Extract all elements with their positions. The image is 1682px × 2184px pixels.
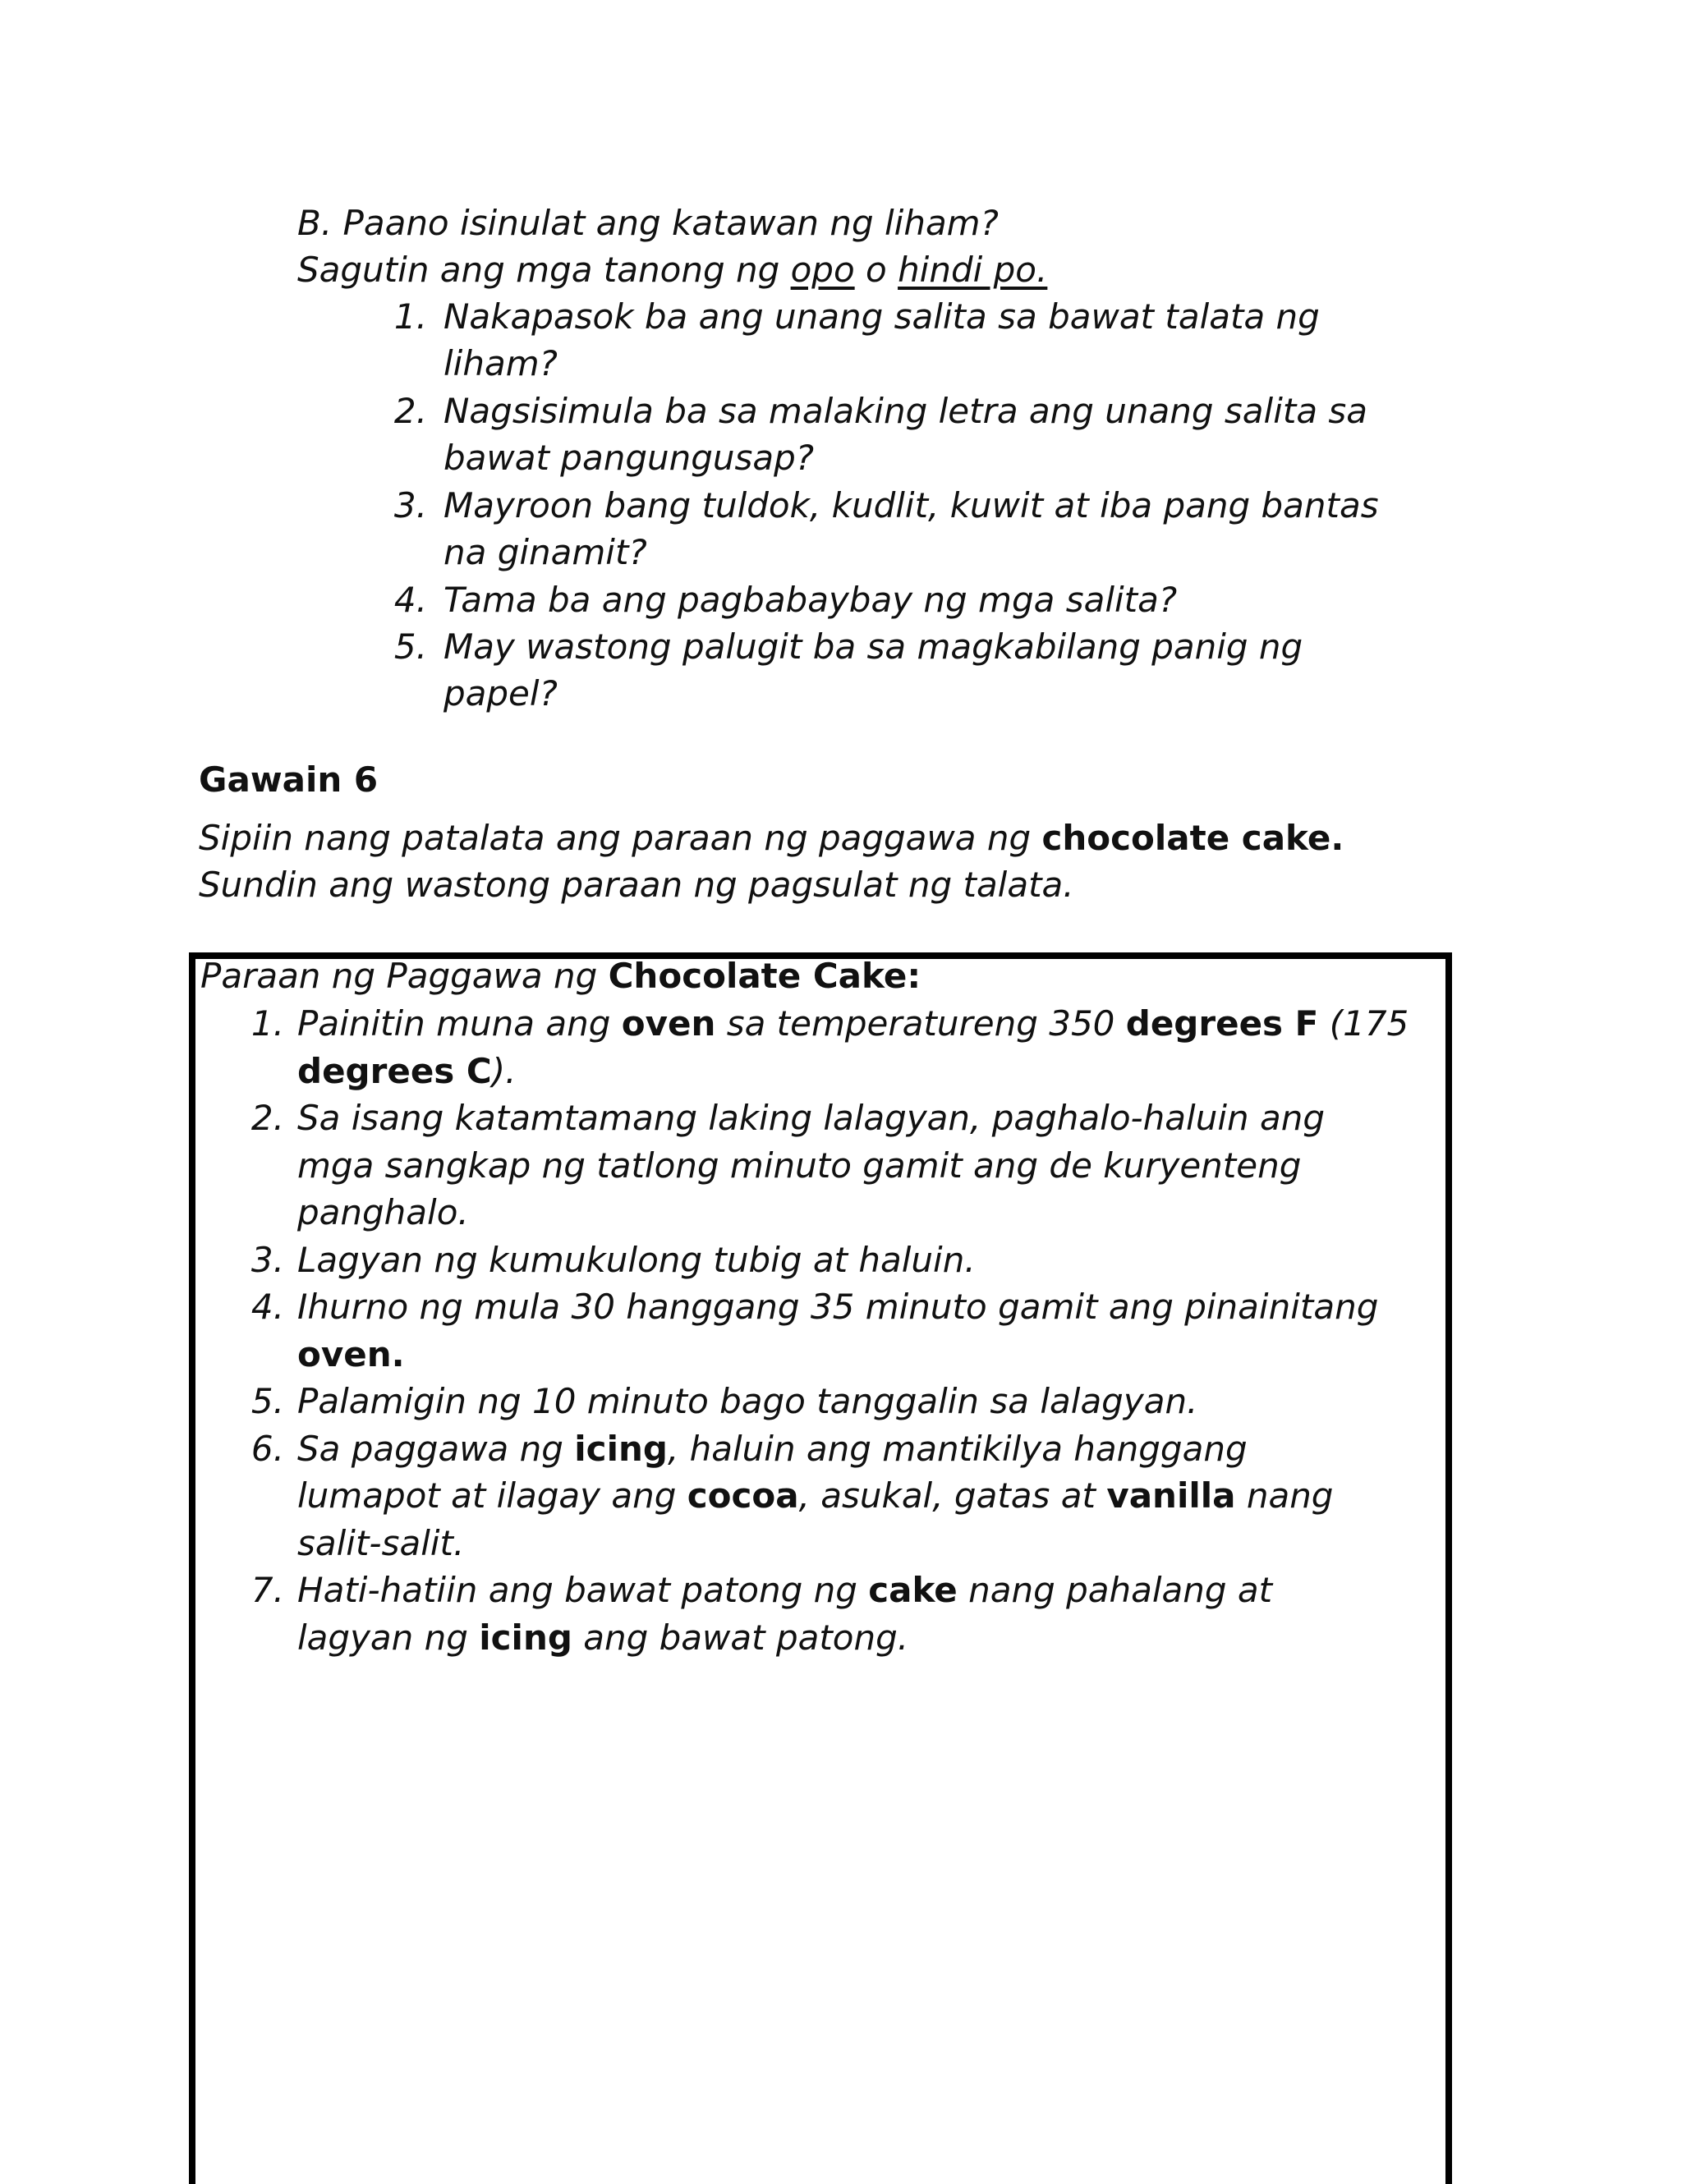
step-bold: vanilla — [1106, 1475, 1236, 1516]
step-text: lumapot at ilagay ang — [297, 1475, 687, 1516]
answer-opo: opo — [790, 250, 855, 290]
step-text: sa temperatureng 350 — [715, 1003, 1126, 1044]
step-2-line: mga sangkap ng tatlong minuto gamit ang de kuryenteng — [297, 1145, 1302, 1186]
step-text: ang bawat patong. — [572, 1617, 909, 1658]
step-1-line — [297, 1048, 517, 1095]
question-line: liham? — [443, 343, 558, 383]
question-line: bawat pangungusap? — [443, 438, 815, 478]
instruction-prefix: Sagutin ang mga tanong ng — [297, 250, 791, 290]
step-6-line — [297, 1425, 1248, 1473]
step-text: Hati-hatiin ang bawat patong ng — [297, 1570, 869, 1610]
section-b-instruction — [297, 246, 1047, 294]
step-number: 5. — [250, 1381, 284, 1421]
step-number: 1. — [250, 1003, 284, 1044]
step-number: 2. — [250, 1098, 284, 1138]
step-6-line — [297, 1472, 1333, 1520]
gawain-heading: Gawain 6 — [199, 759, 379, 800]
recipe-title-text: Paraan ng Paggawa ng — [200, 956, 609, 996]
step-bold: degrees C — [297, 1051, 492, 1091]
step-number: 4. — [250, 1287, 284, 1327]
step-text: , asukal, gatas at — [798, 1475, 1107, 1516]
gawain-instruction-1 — [199, 814, 1344, 862]
step-number: 3. — [250, 1240, 284, 1280]
step-5-line: Palamigin ng 10 minuto bago tanggalin sa lalagyan. — [297, 1381, 1198, 1421]
step-text: (175 — [1318, 1003, 1409, 1044]
step-text: nang — [1235, 1475, 1334, 1516]
question-number: 4. — [393, 580, 427, 620]
question-line: Nakapasok ba ang unang salita sa bawat talata ng — [443, 296, 1320, 337]
question-line: May wastong palugit ba sa magkabilang panig ng — [443, 626, 1303, 667]
question-number: 1. — [393, 296, 427, 337]
recipe-title — [200, 952, 921, 1000]
answer-hindi-po: hindi po. — [898, 250, 1048, 290]
step-2-line: panghalo. — [297, 1192, 469, 1232]
question-line: na ginamit? — [443, 532, 647, 572]
question-line: papel? — [443, 673, 558, 713]
question-line: Nagsisimula ba sa malaking letra ang unang salita sa — [443, 391, 1368, 431]
step-bold: cake — [868, 1570, 958, 1610]
step-text: lagyan ng — [297, 1617, 480, 1658]
step-bold: cocoa — [687, 1475, 799, 1516]
answer-separator: o — [854, 250, 898, 290]
step-4-line: Ihurno ng mula 30 hanggang 35 minuto gamit ang pinainitang — [297, 1287, 1379, 1327]
step-bold: degrees F — [1125, 1003, 1319, 1044]
step-bold: icing — [479, 1617, 572, 1658]
question-line: Tama ba ang pagbabaybay ng mga salita? — [443, 580, 1178, 620]
question-number: 2. — [393, 391, 427, 431]
step-bold: oven — [621, 1003, 716, 1044]
section-b-title: B. Paano isinulat ang katawan ng liham? — [297, 203, 999, 243]
step-3-line: Lagyan ng kumukulong tubig at haluin. — [297, 1240, 976, 1280]
instruction-bold: chocolate cake. — [1041, 818, 1344, 858]
step-text: Sa paggawa ng — [297, 1429, 575, 1469]
gawain-instruction-2: Sundin ang wastong paraan ng pagsulat ng talata. — [199, 865, 1074, 905]
step-4-line: oven. — [297, 1334, 405, 1374]
recipe-title-bold: Chocolate Cake: — [608, 956, 921, 996]
step-text: Painitin muna ang — [297, 1003, 622, 1044]
step-7-line — [297, 1614, 908, 1662]
step-text: nang pahalang at — [957, 1570, 1273, 1610]
question-line: Mayroon bang tuldok, kudlit, kuwit at iba pang bantas — [443, 485, 1379, 525]
step-6-line: salit-salit. — [297, 1523, 465, 1563]
step-text: ). — [491, 1051, 517, 1091]
step-bold: icing — [574, 1429, 668, 1469]
step-2-line: Sa isang katamtamang laking lalagyan, paghalo-haluin ang — [297, 1098, 1325, 1138]
question-number: 3. — [393, 485, 427, 525]
step-1-line — [297, 1000, 1409, 1048]
instruction-text: Sipiin nang patalata ang paraan ng paggawa ng — [199, 818, 1042, 858]
step-number: 7. — [250, 1570, 284, 1610]
question-number: 5. — [393, 626, 427, 667]
step-number: 6. — [250, 1429, 284, 1469]
step-text: , haluin ang mantikilya hanggang — [667, 1429, 1248, 1469]
step-7-line — [297, 1567, 1272, 1614]
